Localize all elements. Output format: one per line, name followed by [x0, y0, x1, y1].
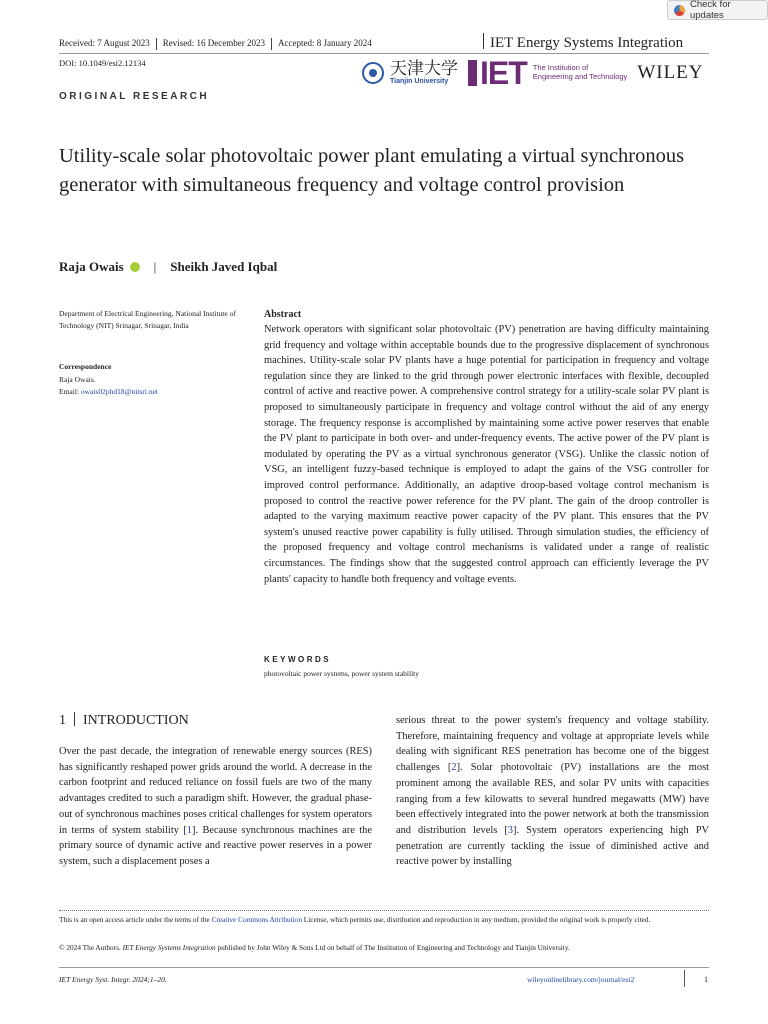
body-text: ]. Because synchronous machines are the primary source of dynamic active and reactive power reserves in a power system, such a displacement poses a	[59, 824, 372, 867]
footer-rule	[59, 967, 709, 968]
wiley-logo: WILEY	[637, 62, 704, 83]
email-link[interactable]: owais02phd18@nitsri.net	[80, 387, 158, 396]
license-text: This is an open access article under the terms of the	[59, 915, 212, 924]
copyright-text: © 2024 The Authors.	[59, 943, 123, 952]
iet-mark: IET	[480, 55, 527, 91]
citation-link[interactable]: 3	[507, 824, 513, 836]
body-column-2	[396, 713, 709, 870]
journal-name: IET Energy Systems Integration	[490, 35, 684, 51]
section-number: 1	[59, 713, 66, 728]
iet-line-2: Engineering and Technology	[532, 72, 628, 81]
copyright-note	[59, 942, 709, 953]
citation-link[interactable]: 2	[451, 762, 457, 774]
abstract-heading: Abstract	[264, 309, 302, 320]
correspondence-email	[59, 387, 158, 396]
keywords-heading: KEYWORDS	[264, 655, 332, 664]
journal-url[interactable]: wileyonlinelibrary.com/journal/esi2	[527, 975, 635, 984]
tianjin-seal-icon	[362, 62, 384, 84]
correspondence-name: Raja Owais.	[59, 375, 96, 384]
email-label: Email:	[59, 387, 81, 396]
accepted-date: Accepted: 8 January 2024	[277, 38, 372, 48]
divider	[156, 38, 157, 50]
header-rule	[59, 53, 709, 54]
license-text: License, which permits use, distribution and reproduction in any medium, provided the original work is properly cited.	[301, 915, 651, 924]
copyright-text: published by John Wiley & Sons Ltd on behalf of The Institution of Engineering and Technology and Tianjin University.	[215, 943, 570, 952]
author-1[interactable]: Raja Owais	[59, 259, 124, 274]
doi[interactable]: DOI: 10.1049/esi2.12134	[59, 58, 146, 68]
crossmark-icon	[674, 5, 685, 16]
body-text: ]. System operators experiencing high PV penetration are currently tackling the issue of diminished active and reactive power by installing	[396, 824, 709, 868]
section-heading	[59, 712, 189, 729]
author-2[interactable]: Sheikh Javed Iqbal	[170, 259, 278, 274]
body-column-1	[59, 744, 372, 870]
body-text: ]. Solar photovoltaic (PV) installations are the most prominent among the available RES, and solar PV units with capacities ranging from a few kilowatts to several hundred megawatts (MW) have been effectively integrated into the power network at both the transmission and distribution levels [	[396, 762, 709, 836]
affiliation: Department of Electrical Engineering, National Institute of Technology (NIT) Srinagar, Srinagar, India	[59, 309, 236, 330]
copyright-journal: IET Energy Systems Integration	[122, 943, 216, 952]
correspondence-heading: Correspondence	[59, 362, 112, 371]
body-text: Over the past decade, the integration of renewable energy sources (RES) has significantly reshaped power grids around the world. A decrease in the carbon footprint and reduced reliance on fossil fuels are two of the many advantages credited to such a paradigm shift. However, the gradual phase-out of synchronous machines poses critical challenges for system operators in terms of system stability [	[59, 746, 372, 836]
footnote-divider	[59, 910, 709, 911]
received-date: Received: 7 August 2023	[59, 38, 150, 48]
divider	[684, 970, 685, 987]
iet-logo	[468, 55, 628, 91]
divider	[483, 33, 484, 49]
iet-bar-icon	[468, 60, 477, 86]
license-link[interactable]: Creative Commons Attribution	[211, 915, 302, 924]
citation-line: IET Energy Syst. Integr. 2024;1–20.	[59, 975, 167, 984]
keywords-text: photovoltaic power systems, power system stability	[264, 669, 419, 678]
page-number: 1	[704, 975, 708, 984]
check-updates-label: Check for updates	[689, 0, 731, 21]
author-list	[59, 259, 277, 275]
author-separator: |	[153, 259, 157, 274]
orcid-icon[interactable]	[130, 262, 140, 272]
journal-title	[483, 33, 683, 52]
abstract-text: Network operators with significant solar photovoltaic (PV) penetration are having difficulty maintaining grid frequency and voltage within acceptable bounds due to the progressive displacement of synchronous machines. Utility-scale solar PV plants have a huge potential for participation in frequency and voltage regulation since they are linked to the grid through power electronic interfaces with flexible, decoupled control of active and reactive power. A comprehensive control strategy for a utility-scale solar PV plant is proposed to simultaneously participate in frequency and voltage control without the aid of any energy storage. The frequency response is accomplished by maintaining some active power reserves that enable the PV plant to participate in both over- and under-frequency events. The active power of the PV plant is modulated by operating the PV as a virtual synchronous generator (VSG). Unlike the classic notion of VSG, an intelligent fuzzy-based technique is employed to adapt the gains of the VSG controller for improved control performance. Additionally, an adaptive droop-based voltage control mechanism is proposed to control the reactive power reference for the PV plant. The gain of the droop controller is adapted to the varying maximum reactive power capacity of the PV plant. This ensures that the PV system's unused reactive power capability is fully utilised. Through simulation studies, the efficiency of the proposed frequency and voltage control mechanisms is validated under a range of realistic circumstances. The findings show that the suggested control approach can efficiently leverage the PV plants' capacity to handle both frequency and voltage events.	[264, 324, 709, 585]
iet-line-1: The Institution of	[532, 63, 589, 73]
section-title: INTRODUCTION	[83, 713, 189, 728]
article-type: ORIGINAL RESEARCH	[59, 91, 210, 102]
article-dates	[59, 38, 372, 50]
publisher-logos	[362, 55, 704, 91]
tianjin-university-logo	[390, 61, 458, 85]
check-for-updates-button[interactable]	[667, 0, 768, 20]
divider	[271, 38, 272, 50]
body-text: serious threat to the power system's frequency and voltage stability. Therefore, maintaining frequency and voltage at appropriate levels while dealing with significant RES penetration has become one of the biggest challenges [	[396, 715, 709, 774]
tju-english-name: Tianjin University	[390, 78, 449, 85]
citation-link[interactable]: 1	[186, 824, 192, 836]
license-note	[59, 914, 709, 925]
article-title: Utility-scale solar photovoltaic power plant emulating a virtual synchronous generator with simultaneous frequency and voltage control provision	[59, 145, 685, 196]
iet-name	[533, 64, 628, 81]
divider	[74, 712, 75, 726]
tju-chinese-name: 天津大学	[390, 59, 458, 79]
revised-date: Revised: 16 December 2023	[162, 38, 265, 48]
